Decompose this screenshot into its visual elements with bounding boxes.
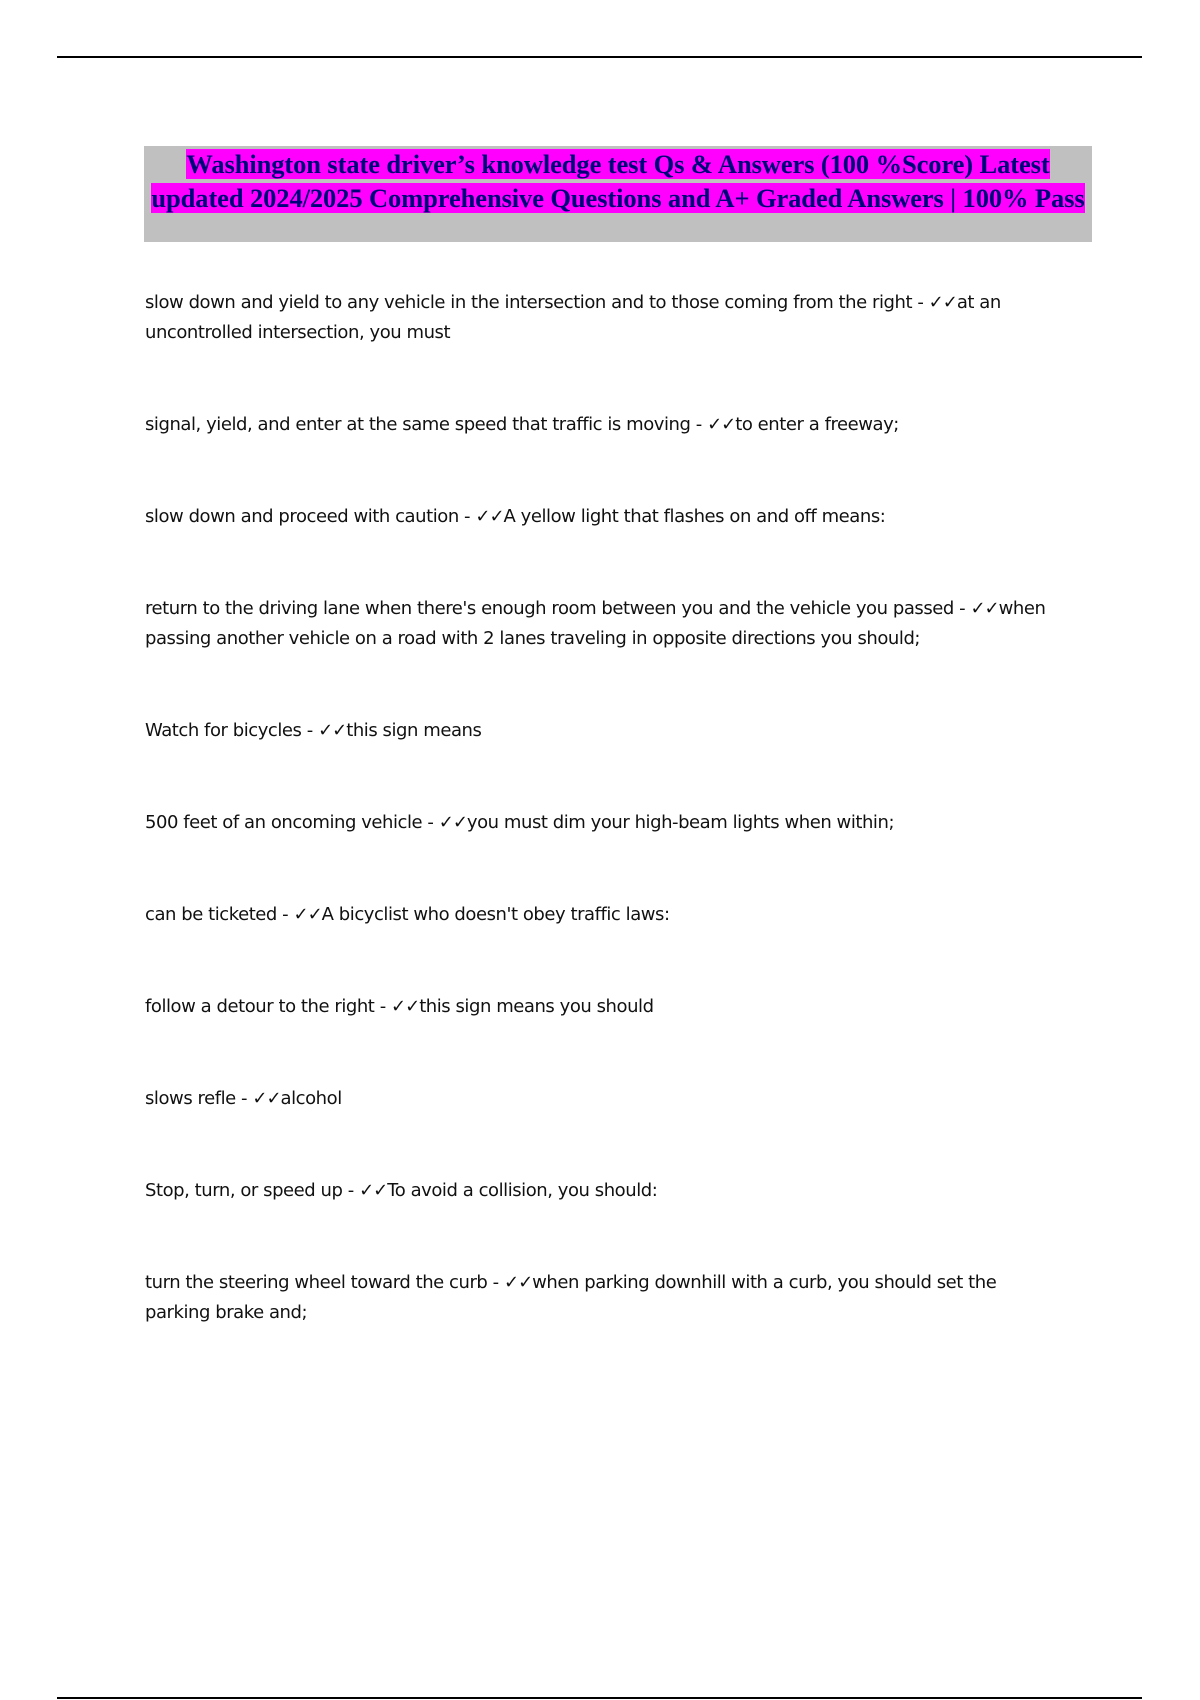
qa-answer: return to the driving lane when there's enough room between you and the vehicle you passed — [145, 598, 954, 619]
double-check-icon: ✓✓ — [970, 598, 999, 619]
qa-answer: slows refle — [145, 1088, 236, 1109]
qa-question: this sign means you should — [419, 996, 654, 1017]
qa-separator: - — [276, 904, 294, 925]
document-title — [144, 147, 1092, 215]
qa-question: A yellow light that flashes on and off means: — [503, 506, 886, 527]
qa-item — [145, 288, 1065, 348]
qa-question: alcohol — [280, 1088, 342, 1109]
footer-rule — [57, 1697, 1142, 1699]
qa-answer: can be ticketed — [145, 904, 277, 925]
double-check-icon: ✓✓ — [359, 1180, 388, 1201]
qa-question: you must dim your high-beam lights when within; — [466, 812, 895, 833]
qa-separator: - — [458, 506, 476, 527]
qa-question: To avoid a collision, you should: — [387, 1180, 658, 1201]
qa-separator: - — [422, 812, 439, 833]
qa-question: when passing another vehicle on a road with 2 lanes traveling in opposite directions you should; — [145, 598, 1046, 649]
qa-separator: - — [235, 1088, 253, 1109]
double-check-icon: ✓✓ — [707, 414, 736, 435]
qa-question: to enter a freeway; — [735, 414, 899, 435]
qa-item — [145, 502, 1065, 532]
qa-separator: - — [374, 996, 392, 1017]
double-check-icon: ✓✓ — [928, 292, 957, 313]
document-title-text: Washington state driver’s knowledge test Qs & Answers (100 %Score) Latest updated 2024/2025 Comprehensive Questions and A+ Graded Answers | 100% Pass — [151, 149, 1085, 213]
double-check-icon: ✓✓ — [503, 1272, 533, 1293]
qa-separator: - — [690, 414, 708, 435]
qa-item — [145, 1176, 1065, 1206]
qa-item — [145, 1084, 1065, 1114]
qa-answer: Stop, turn, or speed up — [145, 1180, 343, 1201]
qa-answer: 500 feet of an oncoming vehicle — [145, 812, 423, 833]
document-title-box — [144, 146, 1092, 242]
qa-separator: - — [912, 292, 929, 313]
double-check-icon: ✓✓ — [438, 812, 467, 833]
qa-item — [145, 410, 1065, 440]
qa-question: this sign means — [346, 720, 482, 741]
qa-separator: - — [487, 1272, 504, 1293]
double-check-icon: ✓✓ — [293, 904, 322, 925]
qa-item — [145, 992, 1065, 1022]
qa-separator: - — [301, 720, 319, 741]
double-check-icon: ✓✓ — [475, 506, 504, 527]
qa-question: A bicyclist who doesn't obey traffic laws: — [321, 904, 670, 925]
double-check-icon: ✓✓ — [252, 1088, 281, 1109]
qa-list — [145, 288, 1065, 1390]
double-check-icon: ✓✓ — [391, 996, 420, 1017]
qa-answer: slow down and proceed with caution — [145, 506, 459, 527]
qa-question: at an uncontrolled intersection, you must — [145, 292, 1001, 343]
qa-item — [145, 1268, 1065, 1328]
qa-answer: turn the steering wheel toward the curb — [145, 1272, 488, 1293]
qa-answer: Watch for bicycles — [145, 720, 302, 741]
header-rule — [57, 56, 1142, 58]
qa-question: when parking downhill with a curb, you should set the parking brake and; — [145, 1272, 997, 1323]
qa-item — [145, 594, 1065, 654]
qa-separator: - — [342, 1180, 360, 1201]
qa-answer: signal, yield, and enter at the same speed that traffic is moving — [145, 414, 691, 435]
qa-item — [145, 808, 1065, 838]
qa-answer: slow down and yield to any vehicle in the intersection and to those coming from the right — [145, 292, 913, 313]
qa-item — [145, 900, 1065, 930]
qa-item — [145, 716, 1065, 746]
qa-answer: follow a detour to the right — [145, 996, 375, 1017]
double-check-icon: ✓✓ — [318, 720, 347, 741]
qa-separator: - — [953, 598, 971, 619]
